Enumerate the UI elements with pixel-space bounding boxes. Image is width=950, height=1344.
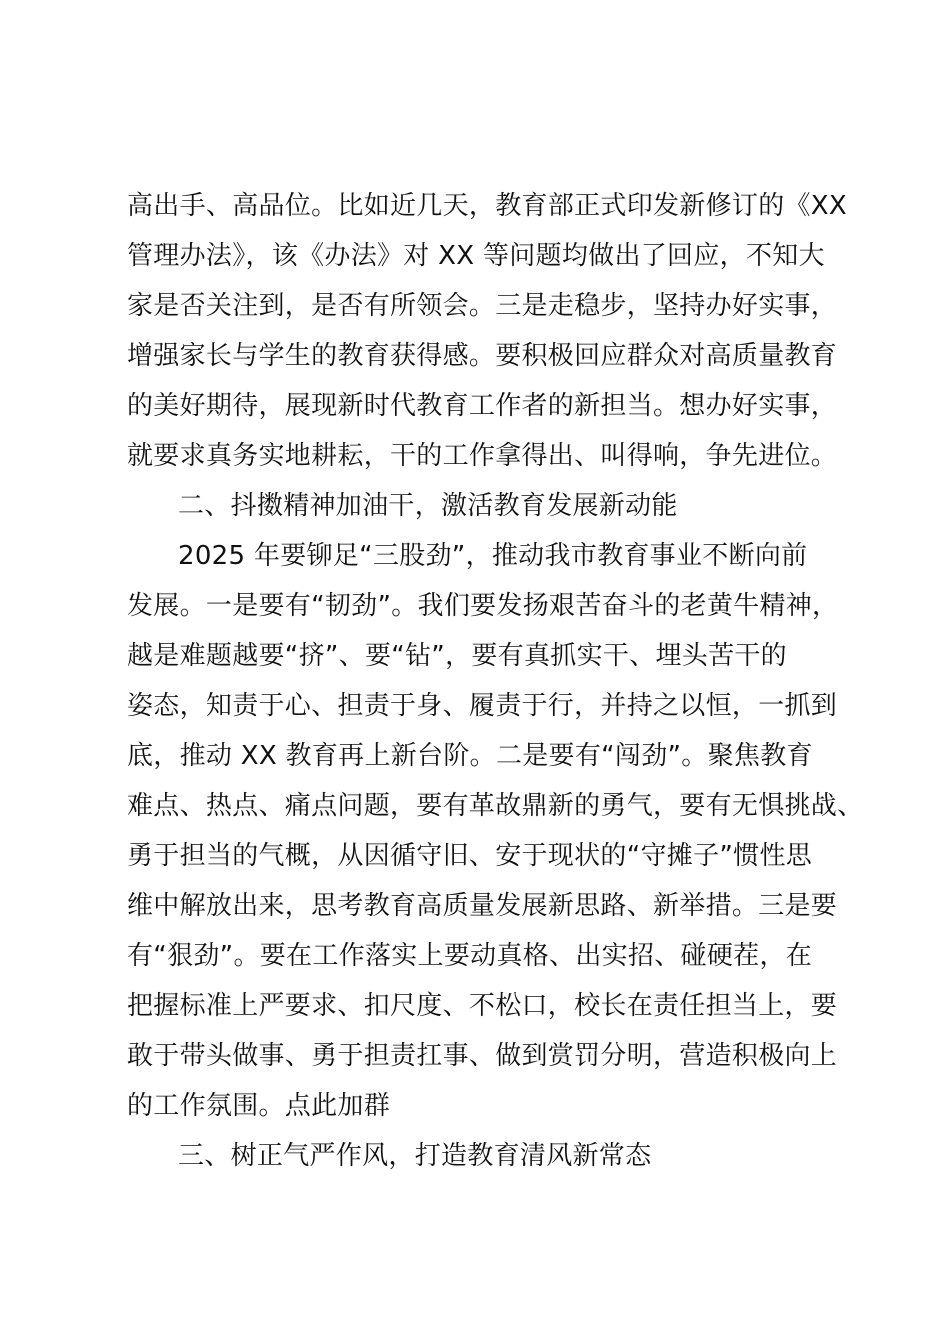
paragraph-line: 越是难题越要“挤”、要“钻”，要有真抓实干、埋头苦干的	[127, 641, 787, 671]
paragraph-line: 有“狠劲”。要在工作落实上要动真格、出实招、碰硬茬，在	[127, 941, 813, 971]
paragraph-line: 增强家长与学生的教育获得感。要积极回应群众对高质量教育	[127, 341, 838, 371]
paragraph-line: 高出手、高品位。比如近几天，教育部正式印发新修订的《XX	[127, 191, 848, 221]
paragraph-line: 的工作氛围。点此加群	[127, 1091, 391, 1121]
section-heading-2: 二、抖擞精神加油干，激活教育发展新动能	[178, 491, 678, 521]
section-heading-3: 三、树正气严作风，打造教育清风新常态	[178, 1141, 652, 1171]
paragraph-line: 勇于担当的气概，从因循守旧、安于现状的“守摊子”惯性思	[127, 841, 813, 871]
paragraph-line: 底，推动 XX 教育再上新台阶。二是要有“闯劲”。聚焦教育	[127, 741, 813, 771]
paragraph-line: 的美好期待，展现新时代教育工作者的新担当。想办好实事，	[127, 391, 838, 421]
paragraph-line: 管理办法》，该《办法》对 XX 等问题均做出了回应，不知大	[127, 241, 825, 271]
paragraph-line: 姿态，知责于心、担责于身、履责于行，并持之以恒，一抓到	[127, 691, 838, 721]
paragraph-line: 发展。一是要有“韧劲”。我们要发扬艰苦奋斗的老黄牛精神，	[127, 591, 839, 621]
paragraph-line: 家是否关注到，是否有所领会。三是走稳步，坚持办好实事，	[127, 291, 838, 321]
paragraph-line: 就要求真务实地耕耘，干的工作拿得出、叫得响，争先进位。	[127, 441, 838, 471]
paragraph-line: 把握标准上严要求、扣尺度、不松口，校长在责任担当上，要	[127, 991, 838, 1021]
paragraph-line: 敢于带头做事、勇于担责扛事、做到赏罚分明，营造积极向上	[127, 1041, 838, 1071]
paragraph-line: 维中解放出来，思考教育高质量发展新思路、新举措。三是要	[127, 891, 838, 921]
paragraph-line: 2025 年要铆足“三股劲”，推动我市教育事业不断向前	[178, 541, 808, 571]
paragraph-line: 难点、热点、痛点问题，要有革故鼎新的勇气，要有无惧挑战、	[127, 791, 864, 821]
